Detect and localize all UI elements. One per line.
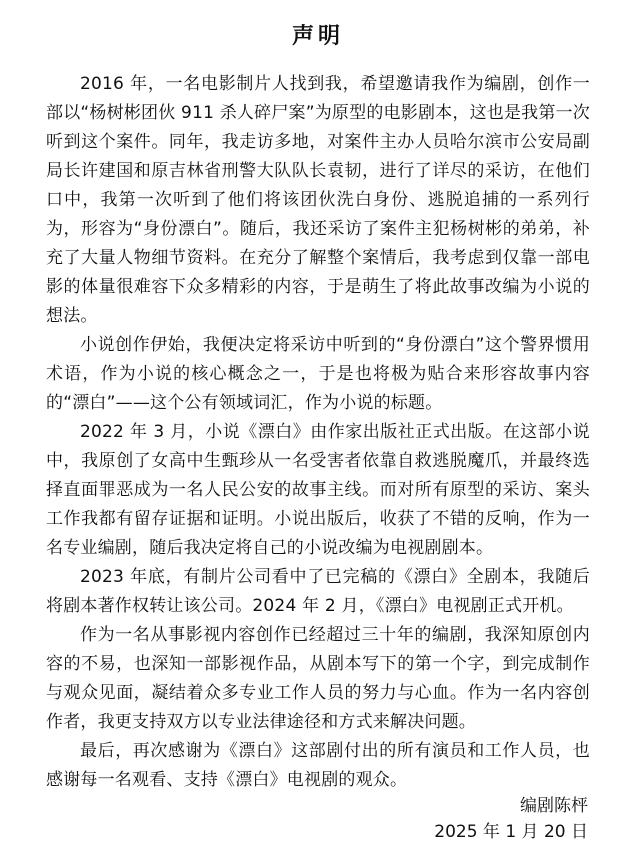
paragraph-6: 最后，再次感谢为《漂白》这部剧付出的所有演员和工作人员，也感谢每一名观看、支持《漂白》电视剧的观众。 — [46, 741, 590, 790]
signature-date: 2025 年 1 月 20 日 — [434, 822, 588, 842]
paragraph-1: 2016 年，一名电影制片人找到我，希望邀请我作为编剧，创作一部以“杨树彬团伙 911 杀人碎尸案”为原型的电影剧本，这也是我第一次听到这个案件。同年，我走访多地，对案件主办人员哈尔滨市公安局副局长许建国和原吉林省刑警大队队长袁韧，进行了详尽的采访，在他们口中，我第一次听到了他们将该团伙洗白身份、逃脱追捕的一系列行为，形容为“身份漂白”。随后，我还采访了案件主犯杨树彬的弟弟，补充了大量人物细节资料。在充分了解整个案情后，我考虑到仅靠一部电影的体量很难容下众多精彩的内容，于是萌生了将此故事改编为小说的想法。 — [46, 74, 590, 326]
signature-name: 编剧陈枰 — [520, 796, 588, 816]
paragraph-4: 2023 年底，有制片公司看中了已完稿的《漂白》全剧本，我随后将剧本著作权转让该公司。2024 年 2 月，《漂白》电视剧正式开机。 — [46, 567, 590, 616]
paragraph-2: 小说创作伊始，我便决定将采访中听到的“身份漂白”这个警界惯用术语，作为小说的核心概念之一，于是也将极为贴合来形容故事内容的“漂白”——这个公有领域词汇，作为小说的标题。 — [46, 335, 590, 413]
document-title: 声明 — [291, 24, 344, 49]
paragraph-5: 作为一名从事影视内容创作已经超过三十年的编剧，我深知原创内容的不易，也深知一部影视作品，从剧本写下的第一个字，到完成制作与观众见面，凝结着众多专业工作人员的努力与心血。作为一名内容创作者，我更支持双方以专业法律途径和方式来解决问题。 — [46, 625, 590, 732]
paragraph-3: 2022 年 3 月，小说《漂白》由作家出版社正式出版。在这部小说中，我原创了女高中生甄珍从一名受害者依靠自救逃脱魔爪，并最终选择直面罪恶成为一名人民公安的故事主线。而对所有原型的采访、案头工作我都有留存证据和证明。小说出版后，收获了不错的反响，作为一名专业编剧，随后我决定将自己的小说改编为电视剧剧本。 — [46, 422, 590, 558]
